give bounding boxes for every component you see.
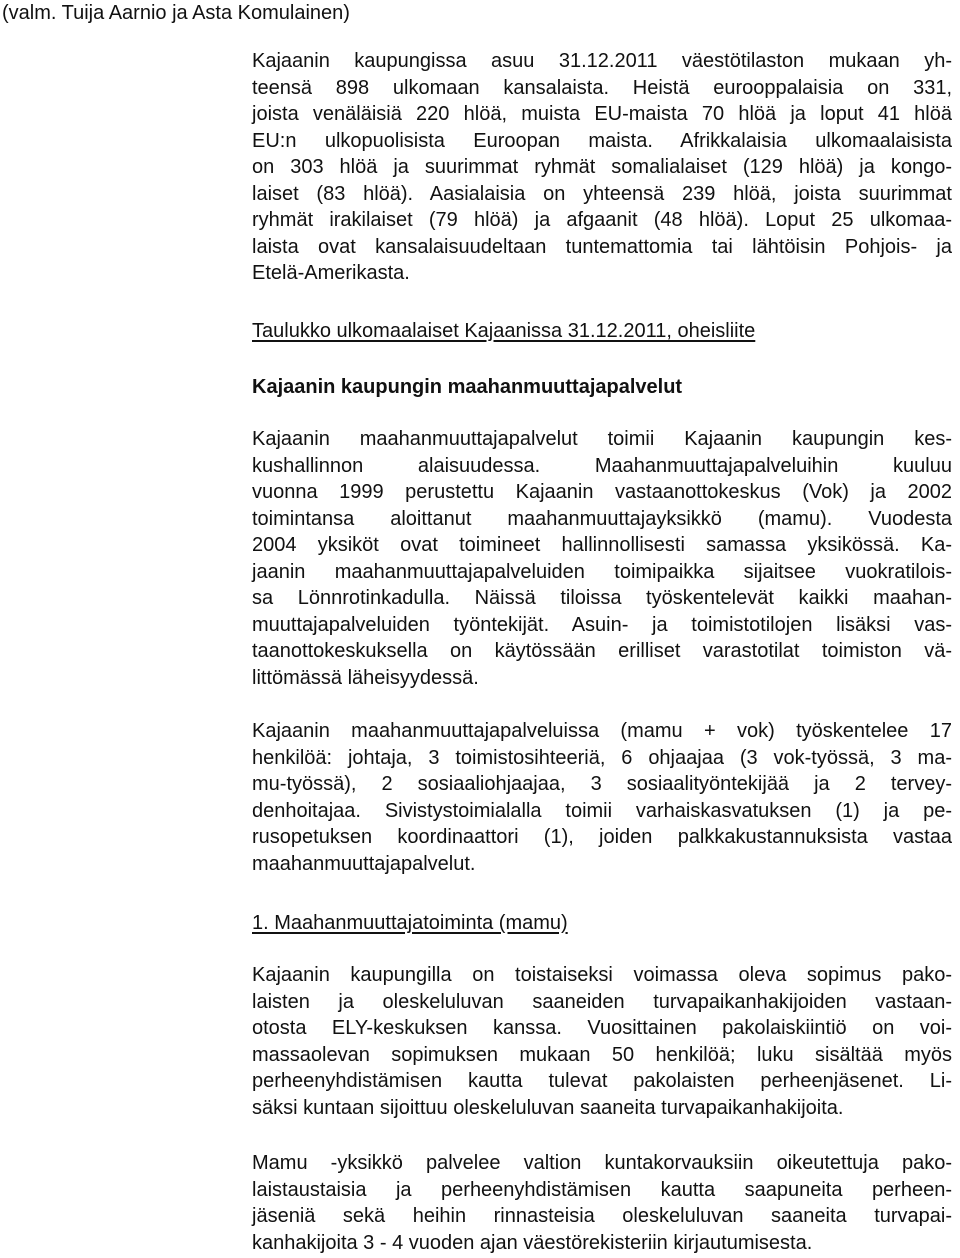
text-line: jaanin maahanmuuttajapalveluiden toimipaikka sijaitsee vuokratilois-: [252, 560, 952, 583]
text-line: Kajaanin maahanmuuttajapalveluissa (mamu + vok) työskentelee 17: [252, 720, 952, 742]
text-line: Kajaanin kaupungilla on toistaiseksi voimassa oleva sopimus pako-: [252, 964, 952, 986]
text-line: Etelä-Amerikasta.: [252, 262, 410, 284]
text-line: mu-työssä), 2 sosiaaliohjaajaa, 3 sosiaalityöntekijää ja 2 tervey-: [252, 773, 952, 795]
text-line: EU:n ulkopuolisista Euroopan maista. Afrikkalaisia ulkomaalaisista: [252, 129, 952, 152]
paragraph-population: [252, 48, 952, 287]
text-line: Kajaanin maahanmuuttajapalvelut toimii Kajaanin kaupungin kes-: [252, 428, 952, 450]
text-line: toimintansa aloittanut maahanmuuttajayksikkö (mamu). Vuodesta: [252, 507, 952, 530]
table-attachment-link[interactable]: Taulukko ulkomaalaiset Kajaanissa 31.12.2011, oheisliite: [252, 320, 756, 342]
text-line: laiset (83 hlöä). Aasialaisia on yhteensä 239 hlöä, joista suurimmat: [252, 182, 952, 205]
text-line: laisten ja oleskeluluvan saaneiden turvapaikanhakijoiden vastaan-: [252, 990, 952, 1013]
text-line: kushallinnon alaisuudessa. Maahanmuuttajapalveluihin kuuluu: [252, 454, 952, 477]
text-line: otosta ELY-keskuksen kanssa. Vuosittainen pakolaiskiintiö on voi-: [252, 1017, 952, 1039]
text-line: denhoitajaa. Sivistystoimialalla toimii varhaiskasvatuksen (1) ja pe-: [252, 799, 952, 822]
text-line: sa Lönnrotinkadulla. Näissä tiloissa työskentelevät kaikki maahan-: [252, 587, 952, 609]
text-line: laistaustaisia ja perheenyhdistämisen kautta saapuneita perheen-: [252, 1178, 952, 1201]
top-line-authors: (valm. Tuija Aarnio ja Asta Komulainen): [2, 2, 350, 24]
paragraph-mamu-unit: [252, 1150, 952, 1256]
text-line: littömässä läheisyydessä.: [252, 666, 479, 689]
text-line: joista venäläisiä 220 hlöä, muista EU-maista 70 hlöä ja loput 41 hlöä: [252, 103, 952, 125]
text-line: on 303 hlöä ja suurimmat ryhmät somalialaiset (129 hlöä) ja kongo-: [252, 156, 952, 178]
text-line: maahanmuuttajapalvelut.: [252, 852, 476, 875]
text-line: säksi kuntaan sijoittuu oleskeluluvan saaneita turvapaikanhakijoita.: [252, 1096, 844, 1119]
text-line: vuonna 1999 perustettu Kajaanin vastaanottokeskus (Vok) ja 2002: [252, 481, 952, 503]
text-line: taanottokeskuksella on käytössään erilliset varastotilat toimiston vä-: [252, 640, 952, 662]
paragraph-services: [252, 426, 952, 691]
text-line: perheenyhdistämisen kautta tulevat pakolaisten perheenjäsenet. Li-: [252, 1070, 952, 1092]
text-line: kanhakijoita 3 - 4 vuoden ajan väestörekisteriin kirjautumisesta.: [252, 1231, 813, 1254]
text-line: muuttajapalveluiden työntekijät. Asuin- ja toimistotilojen lisäksi vas-: [252, 613, 952, 636]
text-line: ryhmät irakilaiset (79 hlöä) ja afgaanit (48 hlöä). Loput 25 ulkomaa-: [252, 209, 952, 231]
paragraph-staff: [252, 718, 952, 877]
text-line: laista ovat kansalaisuudeltaan tuntemattomia tai lähtöisin Pohjois- ja: [252, 235, 952, 258]
text-line: teensä 898 ulkomaan kansalaista. Heistä eurooppalaisia on 331,: [252, 76, 952, 99]
text-line: Mamu -yksikkö palvelee valtion kuntakorvauksiin oikeutettuja pako-: [252, 1152, 952, 1174]
section-heading: Kajaanin kaupungin maahanmuuttajapalvelut: [252, 376, 683, 398]
subsection-heading: 1. Maahanmuuttajatoiminta (mamu): [252, 912, 568, 934]
text-line: 2004 yksiköt ovat toimineet hallinnollisesti samassa yksikössä. Ka-: [252, 534, 952, 556]
text-line: massaolevan sopimuksen mukaan 50 henkilöä; luku sisältää myös: [252, 1043, 952, 1066]
paragraph-agreement: [252, 962, 952, 1121]
text-line: henkilöä: johtaja, 3 toimistosihteeriä, 6 ohjaajaa (3 vok-työssä, 3 ma-: [252, 746, 952, 769]
text-line: jäseniä sekä heihin rinnasteisia oleskeluluvan saaneita turvapai-: [252, 1205, 952, 1227]
text-line: rusopetuksen koordinaattori (1), joiden palkkakustannuksista vastaa: [252, 826, 952, 848]
text-line: Kajaanin kaupungissa asuu 31.12.2011 väestötilaston mukaan yh-: [252, 50, 952, 72]
